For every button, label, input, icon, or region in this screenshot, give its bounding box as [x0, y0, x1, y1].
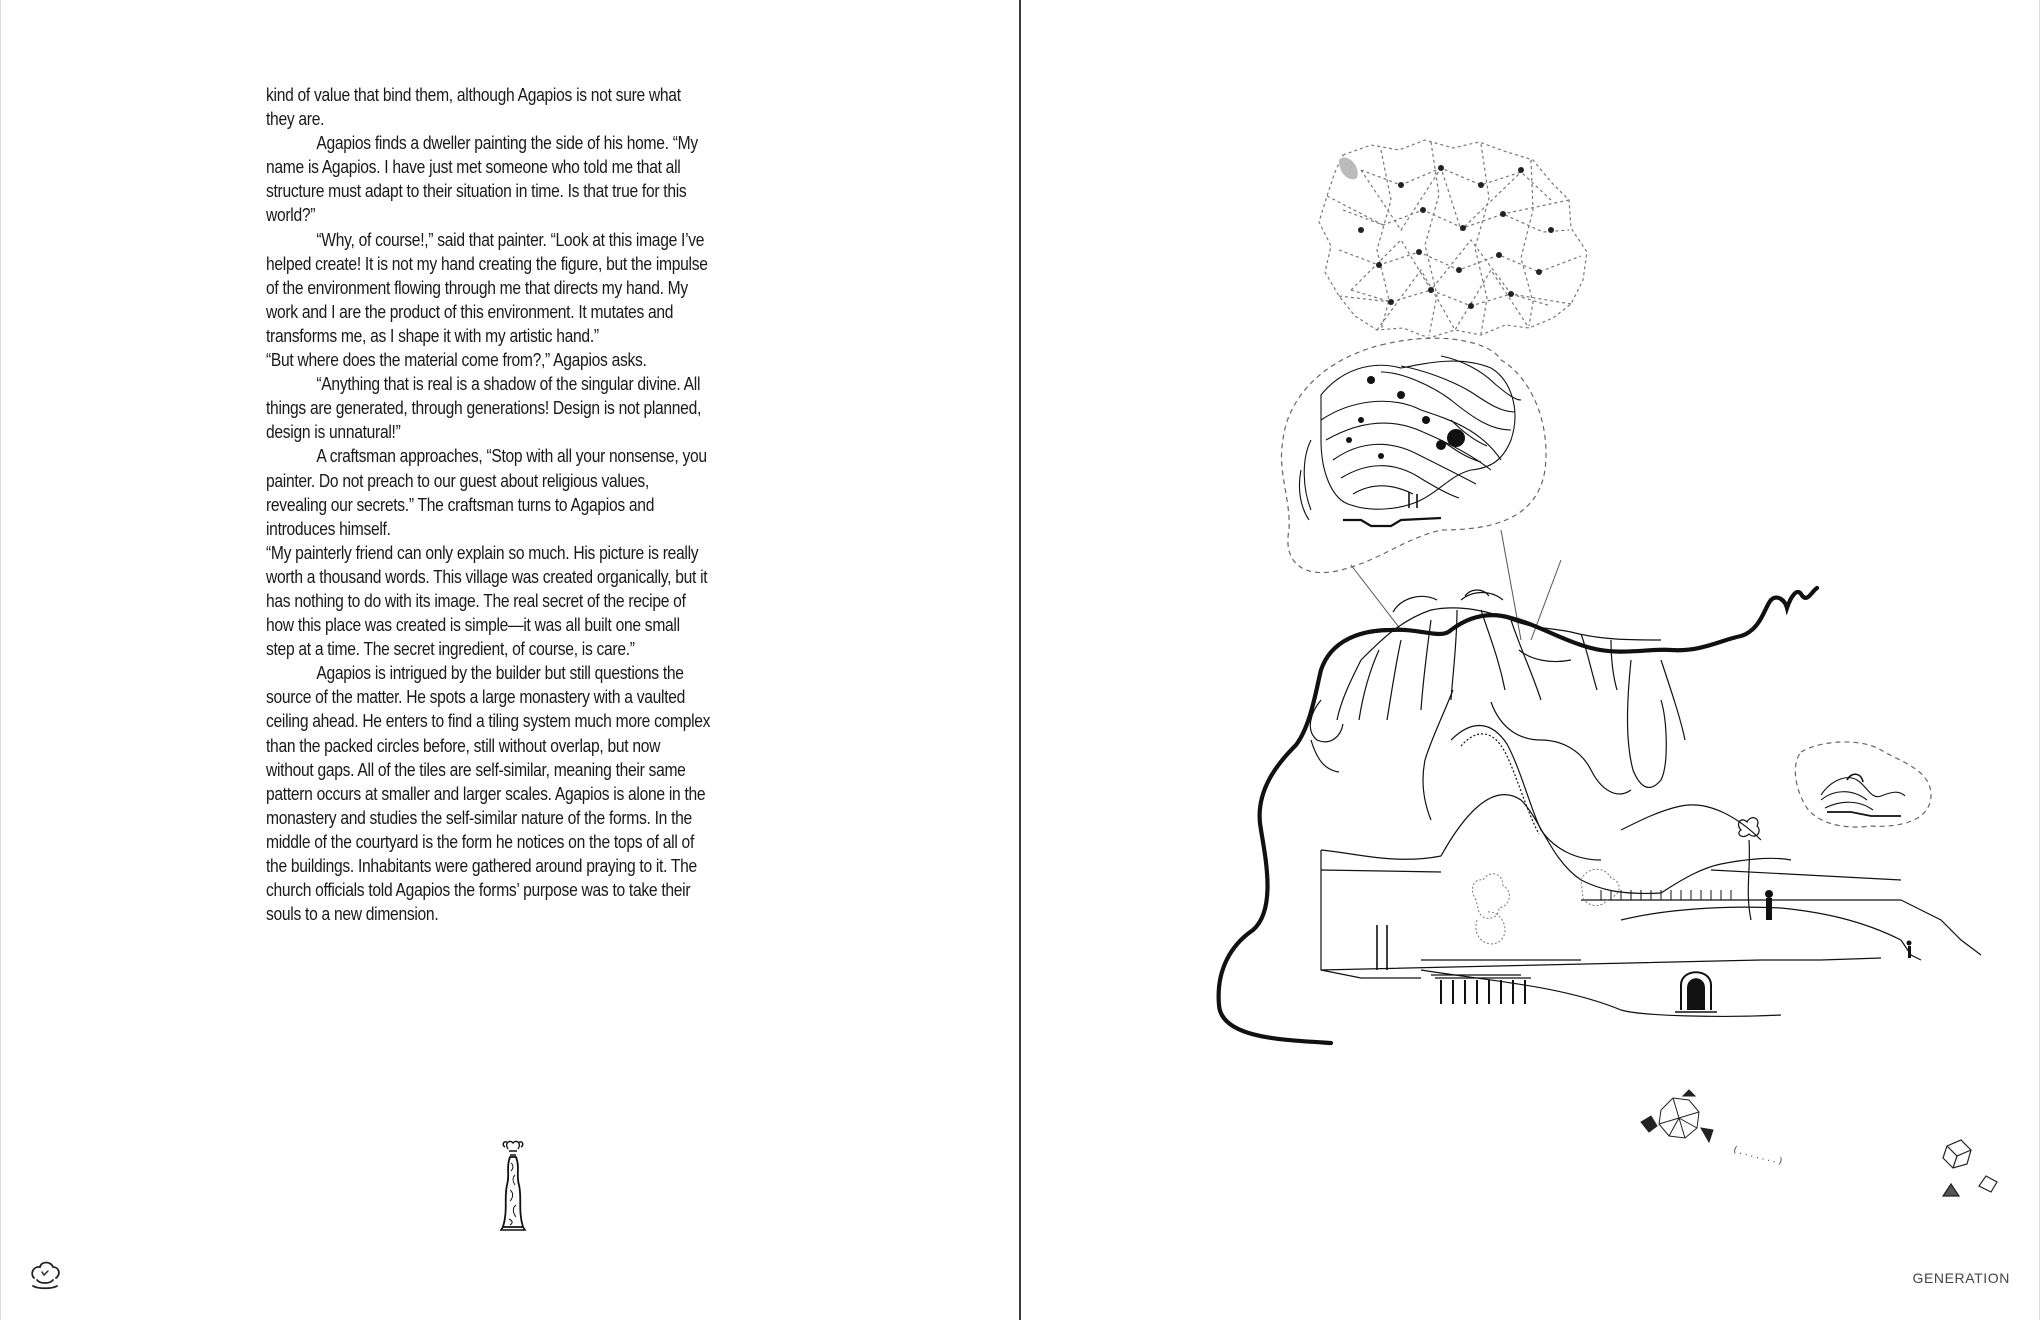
page-edge-left	[0, 0, 1, 1320]
body-paragraph: A craftsman approaches, “Stop with all your nonsense, you painter. Do not preach to our guest about religious values, revealing our secrets.” The craftsman turns to Agapios and introduces himself.	[266, 445, 707, 539]
spiral-column-sketch-icon	[488, 1135, 538, 1235]
running-head: GENERATION	[1912, 1270, 2010, 1286]
hand-drawn-monastery-sketch	[1021, 0, 2040, 1320]
base-line	[1421, 970, 1781, 1016]
polyhedra-sketch	[1943, 1140, 1997, 1196]
hand-drawn-cloud-logo-icon	[28, 1258, 62, 1292]
flower-ornament	[1739, 818, 1760, 837]
body-paragraph: Agapios is intrigued by the builder but still questions the source of the matter. He spots a large monastery with a vaulted ceiling ahead. He enters to find a tiling system much more complex than the packed circles before, still without overlap, but now without gaps. All of the tiles are self-similar, meaning their same pattern occurs at smaller and larger scales. Agapios is alone in the monastery and studies the self-similar nature of the forms. In the middle of the courtyard is the form he notices on the tops of all of the buildings. Inhabitants were gathered around praying to it. The church officials told Agapios the forms’ purpose was to take their souls to a new dimension.	[266, 662, 711, 925]
body-paragraph: “Why, of course!,” said that painter. “Look at this image I’ve helped create! It is not my hand creating the figure, but the impulse of the environment flowing through me that directs my hand. My work and I are the product of this environment. It mutates and transforms me, as I shape it with my artistic hand.”	[266, 228, 708, 346]
body-paragraph: Agapios finds a dweller painting the side of his home. “My name is Agapios. I have just met someone who told me that all structure must adapt to their situation in time. Is that true for this world?”	[266, 132, 698, 226]
arched-doorway	[1675, 972, 1717, 1012]
small-landscape-sketch	[1821, 774, 1905, 816]
left-page	[0, 0, 1019, 1320]
handwritten-note: ( . . . . . . . )	[1732, 1145, 1784, 1167]
tiling-shaded-tile	[1339, 158, 1358, 180]
body-paragraph: “But where does the material come from?,” Agapios asks.	[266, 349, 647, 371]
dashed-detail-bubble	[1281, 338, 1545, 572]
right-page	[1021, 0, 2040, 1320]
body-paragraph: kind of value that bind them, although Agapios is not sure what they are.	[266, 84, 681, 130]
tile-cluster-bottom	[1641, 1090, 1713, 1142]
railing-posts	[1601, 890, 1731, 900]
tiling-nodes	[1358, 165, 1554, 309]
pattern-clusters	[1472, 869, 1619, 944]
wave-landscape-sketch	[1299, 356, 1521, 526]
flower-stem	[1748, 840, 1751, 920]
wave-landscape-nodes	[1346, 376, 1465, 459]
body-text	[266, 83, 711, 926]
colonnade	[1377, 925, 1531, 1004]
tiling-pattern	[1319, 140, 1587, 338]
body-paragraph: “Anything that is real is a shadow of the singular divine. All things are generated, through generations! Design is not planned, design is unnatural!”	[266, 373, 702, 443]
building-elevation-sketch	[1321, 795, 1981, 978]
body-paragraph: “My painterly friend can only explain so much. His picture is really worth a thousand words. This village was created organically, but it has nothing to do with its image. The real secret of the recipe of how this place was created is simple—it was all built one small step at a time. The secret ingredient, of course, is care.”	[266, 541, 708, 660]
